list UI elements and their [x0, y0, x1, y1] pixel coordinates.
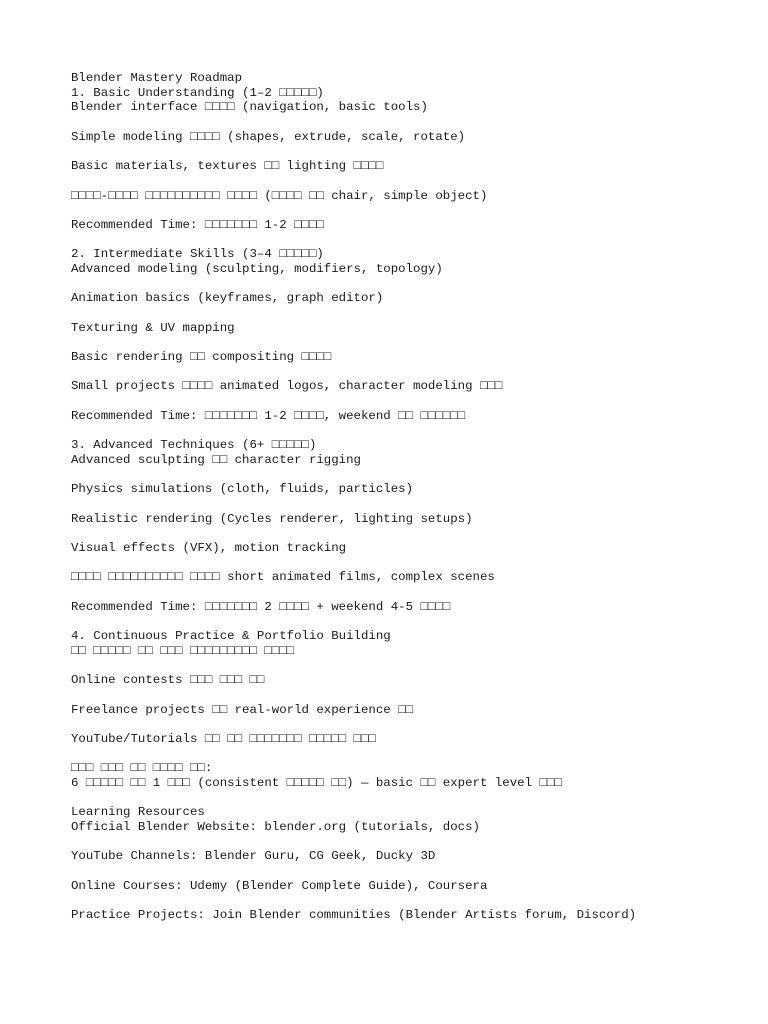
- list-item: Small projects □□□□ animated logos, character modeling □□□: [71, 379, 503, 394]
- section-heading-intermediate: 2. Intermediate Skills (3–4 □□□□□): [71, 247, 324, 262]
- list-item: □□□□ □□□□□□□□□□ □□□□ short animated films, complex scenes: [71, 570, 495, 585]
- list-item: Visual effects (VFX), motion tracking: [71, 541, 347, 555]
- recommended-time: Recommended Time: □□□□□□□ 1-2 □□□□, weekend □□ □□□□□□: [71, 408, 466, 423]
- document-body: [71, 71, 751, 923]
- list-item: Realistic rendering (Cycles renderer, lighting setups): [71, 511, 473, 526]
- resource-item: Practice Projects: Join Blender communities (Blender Artists forum, Discord): [71, 908, 637, 923]
- resource-item: YouTube Channels: Blender Guru, CG Geek, Ducky 3D: [71, 849, 436, 864]
- list-item: Basic materials, textures □□ lighting □□□□: [71, 159, 384, 174]
- summary-label: □□□ □□□ □□ □□□□ □□:: [71, 761, 213, 776]
- list-item: □□□□-□□□□ □□□□□□□□□□ □□□□ (□□□□ □□ chair, simple object): [71, 188, 488, 203]
- recommended-time: Recommended Time: □□□□□□□ 2 □□□□ + weekend 4-5 □□□□: [71, 599, 451, 614]
- list-item: Blender interface □□□□ (navigation, basic tools): [71, 100, 428, 115]
- list-item: Advanced sculpting □□ character rigging: [71, 452, 361, 467]
- resource-item: Official Blender Website: blender.org (tutorials, docs): [71, 820, 480, 835]
- list-item: □□ □□□□□ □□ □□□ □□□□□□□□□ □□□□: [71, 643, 295, 658]
- list-item: Texturing & UV mapping: [71, 320, 235, 335]
- list-item: Animation basics (keyframes, graph editor): [71, 291, 384, 306]
- section-heading-basic: 1. Basic Understanding (1–2 □□□□□): [71, 85, 324, 100]
- summary-text: 6 □□□□□ □□ 1 □□□ (consistent □□□□□ □□) — basic □□ expert level □□□: [71, 776, 562, 790]
- list-item: Physics simulations (cloth, fluids, particles): [71, 482, 414, 497]
- list-item: Advanced modeling (sculpting, modifiers, topology): [71, 261, 443, 276]
- resource-item: Online Courses: Udemy (Blender Complete Guide), Coursera: [71, 878, 488, 893]
- list-item: Online contests □□□ □□□ □□: [71, 673, 265, 688]
- list-item: YouTube/Tutorials □□ □□ □□□□□□□ □□□□□ □□□: [71, 731, 376, 746]
- resources-heading: Learning Resources: [71, 805, 205, 820]
- recommended-time: Recommended Time: □□□□□□□ 1-2 □□□□: [71, 217, 324, 232]
- list-item: Simple modeling □□□□ (shapes, extrude, scale, rotate): [71, 129, 466, 144]
- section-heading-advanced: 3. Advanced Techniques (6+ □□□□□): [71, 438, 317, 453]
- list-item: Basic rendering □□ compositing □□□□: [71, 350, 332, 365]
- list-item: Freelance projects □□ real-world experience □□: [71, 702, 414, 717]
- section-heading-portfolio: 4. Continuous Practice & Portfolio Building: [71, 629, 391, 644]
- document-title: Blender Mastery Roadmap: [71, 71, 243, 85]
